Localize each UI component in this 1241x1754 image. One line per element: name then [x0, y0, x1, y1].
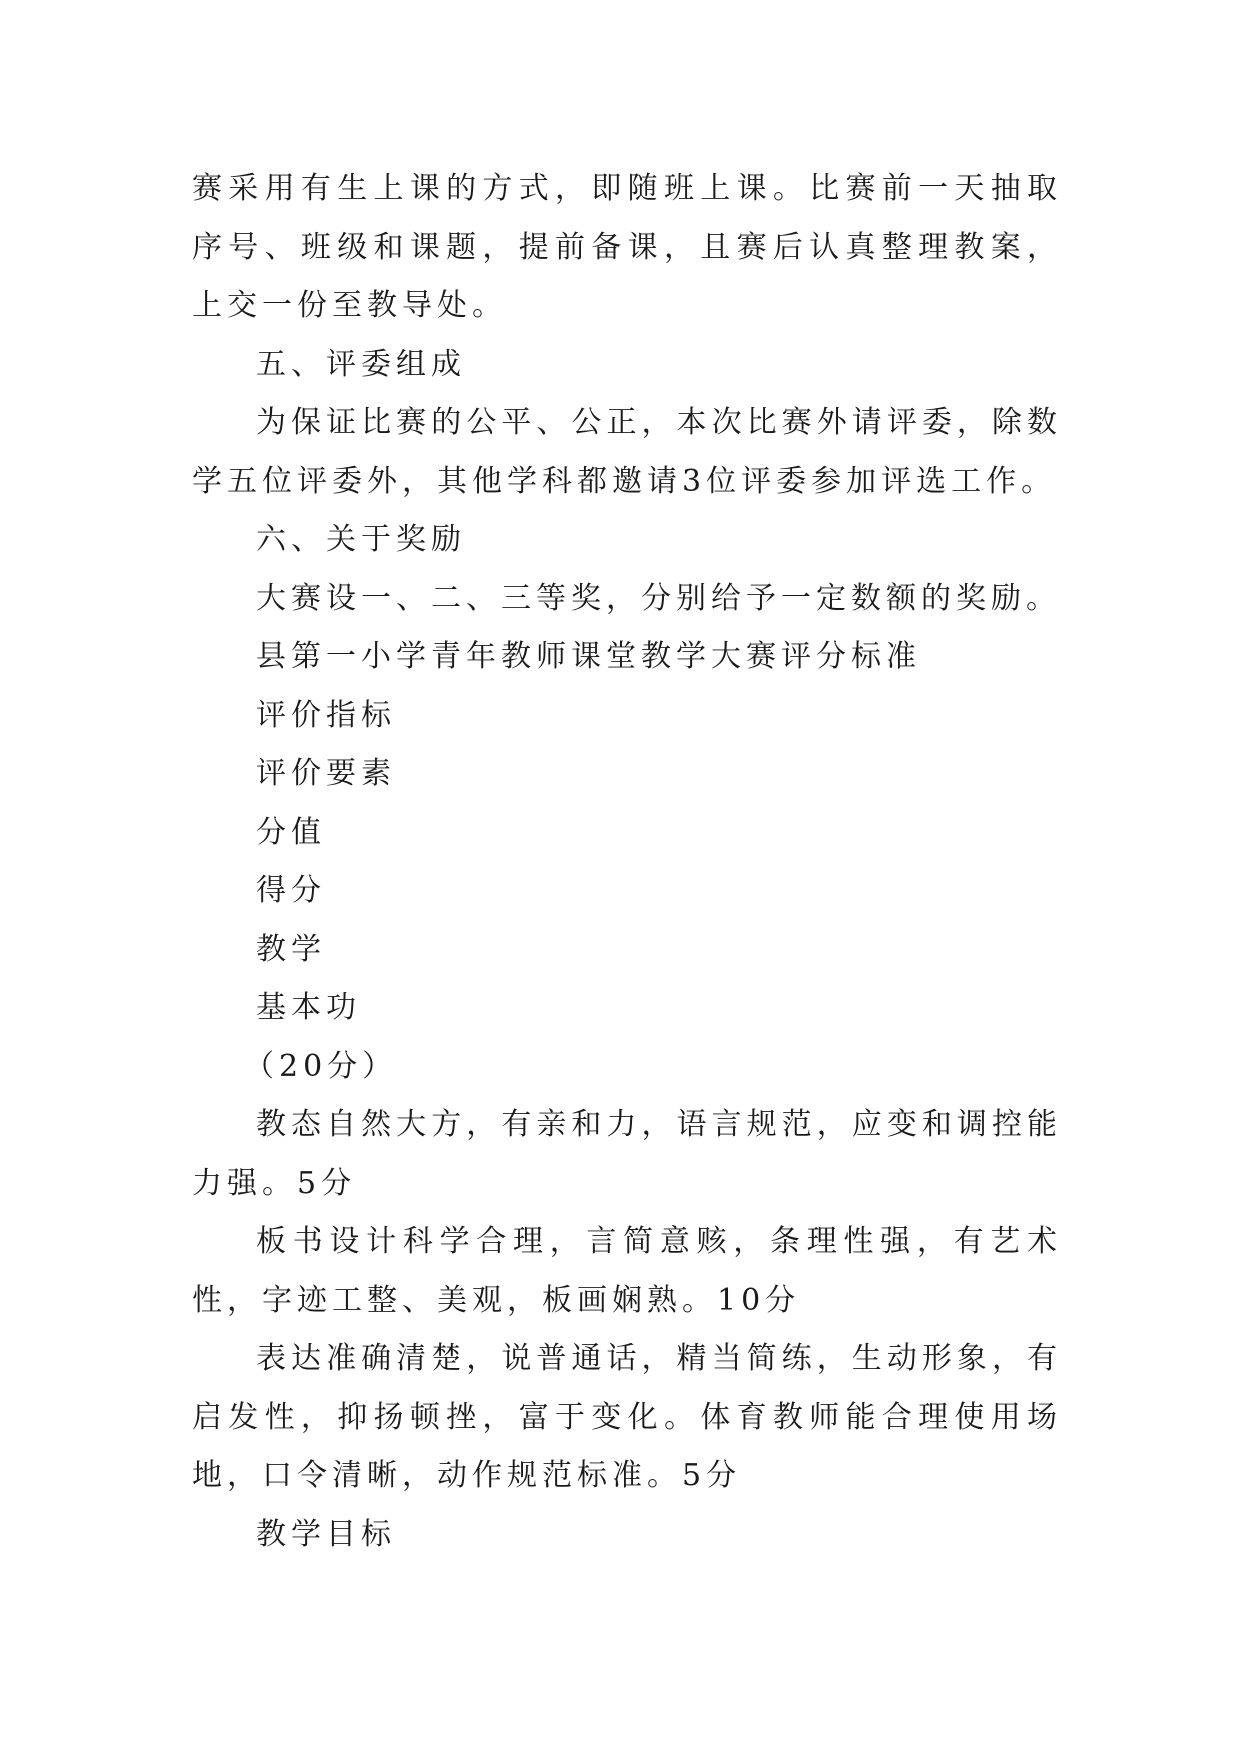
- criterion-blackboard: 板书设计科学合理，言简意赅，条理性强，有艺术性，字迹工整、美观，板画娴熟。10分: [192, 1224, 1062, 1318]
- paragraph-judges: 为保证比赛的公平、公正，本次比赛外请评委，除数学五位评委外，其他学科都邀请3位评委参加评选工作。: [192, 405, 1062, 499]
- document-body: [192, 160, 1062, 1564]
- category-points: （20分）: [244, 1048, 398, 1084]
- scoring-standard-title: 县第一小学青年教师课堂教学大赛评分标准: [256, 639, 921, 674]
- heading-judges: 五、评委组成: [256, 346, 466, 382]
- table-header-elements: 评价要素: [256, 756, 396, 791]
- category-teaching-goals: 教学目标: [256, 1516, 396, 1552]
- paragraph-awards: 大赛设一、二、三等奖，分别给予一定数额的奖励。: [256, 580, 1061, 616]
- criterion-expression: 表达准确清楚，说普通话，精当简练，生动形象，有启发性，抑扬顿挫，富于变化。体育教师能合理使用场地，口令清晰，动作规范标准。5分: [192, 1341, 1062, 1493]
- category-basic-skills: 基本功: [256, 990, 361, 1025]
- category-teaching: 教学: [256, 931, 326, 967]
- paragraph-competition-format: 赛采用有生上课的方式，即随班上课。比赛前一天抽取序号、班级和课题，提前备课，且赛后认真整理教案，上交一份至教导处。: [192, 171, 1062, 323]
- table-header-points: 分值: [256, 814, 326, 850]
- criterion-demeanor: 教态自然大方，有亲和力，语言规范，应变和调控能力强。5分: [192, 1107, 1062, 1201]
- heading-awards: 六、关于奖励: [256, 522, 466, 557]
- table-header-score: 得分: [256, 873, 326, 908]
- table-header-indicator: 评价指标: [256, 697, 396, 733]
